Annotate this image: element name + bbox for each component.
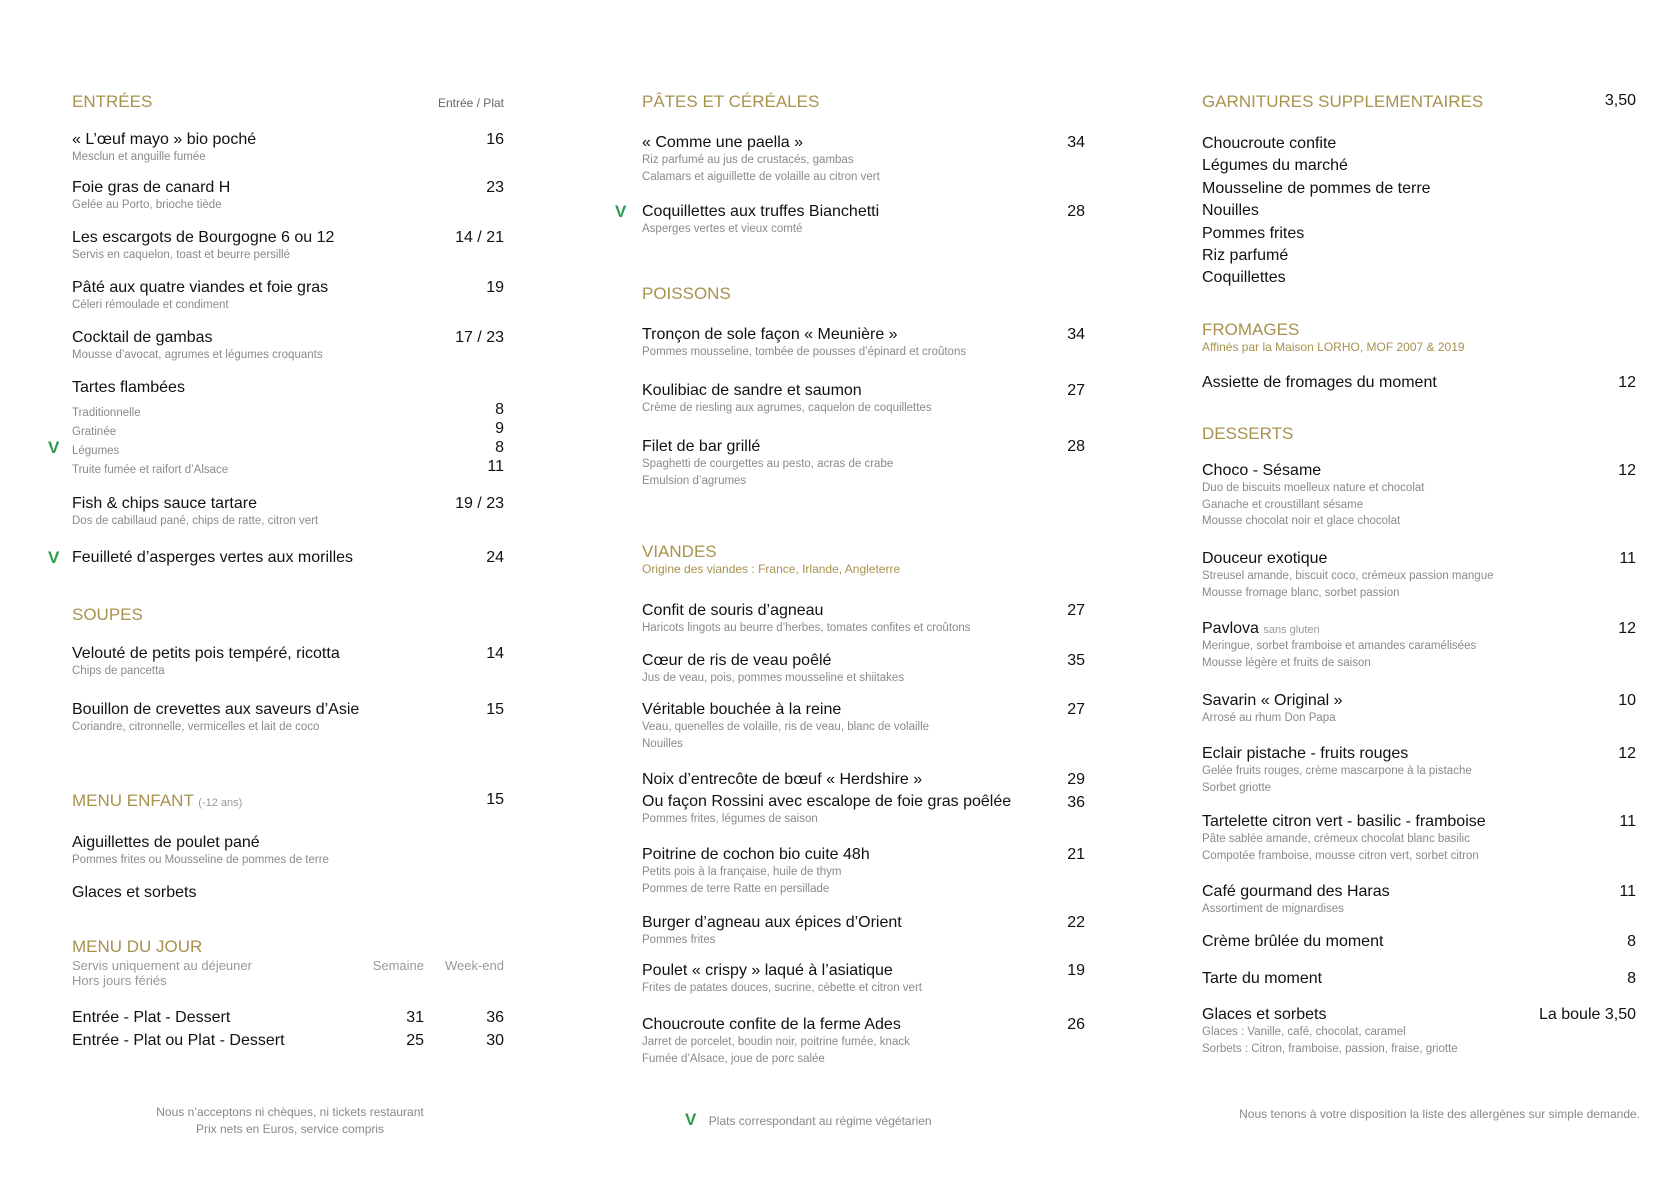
item-name: Choco - Sésame: [1202, 462, 1322, 479]
item-description: Duo de biscuits moelleux nature et chocolat: [1202, 482, 1425, 494]
item-price: 8: [1627, 970, 1636, 987]
item-price: 11: [1619, 813, 1636, 830]
item-name: Coquillettes aux truffes Bianchetti: [642, 203, 880, 220]
item-description: Crème de riesling aux agrumes, caquelon de coquillettes: [642, 402, 932, 414]
garniture-item: Mousseline de pommes de terre: [1202, 179, 1431, 197]
menu-item: [72, 701, 504, 736]
item-price: 12: [1618, 620, 1636, 637]
menu-item: [72, 179, 504, 214]
price-weekend: 36: [486, 1009, 504, 1026]
menu-item: [615, 202, 1085, 238]
garniture-item: Coquillettes: [1202, 269, 1286, 287]
menu-enfant-age: (-12 ans): [198, 797, 243, 809]
menu-item: [72, 229, 504, 264]
item-description: Asperges vertes et vieux comté: [642, 223, 803, 235]
item-description: Pommes frites, légumes de saison: [642, 813, 818, 825]
item-price: 27: [1067, 701, 1085, 718]
menu-item: [642, 134, 1085, 185]
formula-name: Entrée - Plat ou Plat - Dessert: [72, 1032, 285, 1049]
viandes-title: VIANDES: [642, 542, 717, 561]
garniture-item: Nouilles: [1202, 202, 1259, 220]
item-price: 11: [1619, 883, 1636, 900]
item-name: Café gourmand des Haras: [1202, 883, 1390, 900]
item-price: 28: [1067, 203, 1085, 220]
menu-du-jour-header: [72, 937, 504, 957]
payment-note: [100, 1104, 480, 1138]
item-name: Glaces et sorbets: [1202, 1006, 1327, 1023]
gluten-free-note: sans gluten: [1263, 624, 1320, 636]
menu-item: [1202, 1006, 1636, 1057]
item-price: 14 / 21: [455, 229, 504, 246]
menu-item: [642, 846, 1085, 897]
menu-item: [642, 962, 1085, 997]
item-description: Coriandre, citronnelle, vermicelles et lait de coco: [72, 721, 320, 733]
item-price: 12: [1618, 374, 1636, 391]
item-price: 23: [486, 179, 504, 196]
item-description: Emulsion d’agrumes: [642, 474, 747, 487]
garniture-item: Légumes du marché: [1202, 157, 1348, 175]
tarte-option: [72, 422, 504, 441]
menu-item: [642, 602, 1085, 637]
item-name: Tartes flambées: [72, 379, 185, 396]
menu-item: [1202, 550, 1636, 601]
garnitures-price: 3,50: [1604, 92, 1636, 109]
menu-item: [1202, 933, 1636, 951]
item-price: 14: [486, 645, 504, 662]
item-description: Chips de pancetta: [72, 665, 165, 677]
menu-item: [642, 438, 1085, 489]
menu-item: [1202, 374, 1636, 392]
item-description: Pommes mousseline, tombée de pousses d’épinard et croûtons: [642, 346, 967, 358]
item-description: Glaces : Vanille, café, chocolat, caramel: [1202, 1026, 1406, 1038]
item-name: Foie gras de canard H: [72, 179, 231, 196]
item-name: Feuilleté d’asperges vertes aux morilles: [72, 549, 354, 566]
option-price: 8: [495, 401, 504, 418]
item-name: Confit de souris d’agneau: [642, 602, 824, 619]
tarte-option: [72, 460, 504, 479]
item-description: Calamars et aiguillette de volaille au citron vert: [642, 170, 880, 183]
item-name: Poulet « crispy » laqué à l’asiatique: [642, 962, 893, 979]
item-description: Jarret de porcelet, boudin noir, poitrine fumée, knack: [642, 1036, 910, 1048]
price-note-line: Prix nets en Euros, service compris: [195, 1122, 385, 1136]
item-name: « L’œuf mayo » bio poché: [72, 131, 257, 148]
item-description: Compotée framboise, mousse citron vert, sorbet citron: [1202, 849, 1479, 862]
vegetarian-icon: V: [48, 438, 60, 457]
item-description: Sorbet griotte: [1202, 781, 1272, 794]
item-name: Tronçon de sole façon « Meunière »: [642, 326, 898, 343]
menu-du-jour-row: [72, 1009, 504, 1027]
menu-item: [72, 329, 504, 364]
fromages-title: FROMAGES: [1202, 320, 1300, 339]
tartes-flambees: [72, 379, 504, 397]
item-description: Dos de cabillaud pané, chips de ratte, citron vert: [72, 515, 319, 527]
item-price: 22: [1067, 914, 1085, 931]
menu-item: [642, 771, 1085, 828]
item-description: Haricots lingots au beurre d’herbes, tomates confites et croûtons: [642, 622, 971, 634]
item-price: 16: [486, 131, 504, 148]
item-price: 35: [1067, 652, 1085, 669]
garnitures-list: [1202, 133, 1636, 290]
item-price: 10: [1618, 692, 1636, 709]
item-price: 29: [1067, 771, 1085, 788]
garnitures-title: GARNITURES SUPPLEMENTAIRES: [1202, 92, 1484, 111]
item-price: La boule 3,50: [1539, 1006, 1636, 1023]
item-description: Mousse chocolat noir et glace chocolat: [1202, 515, 1401, 527]
entree-plat-hint: Entrée / Plat: [437, 96, 504, 110]
allergen-note: Nous tenons à votre disposition la liste des allergènes sur simple demande.: [1239, 1107, 1640, 1121]
garniture-item: Choucroute confite: [1202, 135, 1337, 152]
menu-item: [48, 548, 504, 567]
item-description: Pommes frites ou Mousseline de pommes de terre: [72, 854, 329, 866]
vegetarian-icon: V: [48, 548, 60, 567]
item-description: Mousse légère et fruits de saison: [1202, 656, 1371, 669]
item-name: Tarte du moment: [1202, 970, 1323, 987]
price-semaine: 25: [406, 1032, 424, 1049]
garniture-item: Pommes frites: [1202, 224, 1305, 242]
payment-note-line: Nous n’acceptons ni chèques, ni tickets restaurant: [156, 1105, 424, 1119]
menu-du-jour-sub: Hors jours fériés: [72, 973, 167, 988]
menu-item: [642, 326, 1085, 361]
item-description: Riz parfumé au jus de crustacés, gambas: [642, 154, 854, 166]
item-price: 12: [1618, 462, 1636, 479]
pates-header: [642, 92, 1085, 112]
item-price: 11: [1619, 550, 1636, 567]
item-price: 19: [486, 279, 504, 296]
item-name: Noix d’entrecôte de bœuf « Herdshire »: [642, 771, 923, 788]
menu-item: [642, 652, 1085, 687]
item-name: Koulibiac de sandre et saumon: [642, 382, 862, 399]
item-description: Spaghetti de courgettes au pesto, acras de crabe: [642, 458, 894, 470]
option-name: Légumes: [72, 445, 120, 457]
item-description: Arrosé au rhum Don Papa: [1202, 712, 1336, 724]
viandes-header: [642, 542, 1085, 576]
formula-name: Entrée - Plat - Dessert: [72, 1009, 231, 1026]
menu-item: [1202, 970, 1636, 988]
semaine-header: Semaine: [372, 958, 424, 973]
menu-enfant-title: MENU ENFANT: [72, 791, 194, 810]
vegetarian-legend: [685, 1110, 932, 1130]
item-price: 34: [1067, 326, 1085, 343]
soupes-title: SOUPES: [72, 605, 143, 624]
item-name: Pavlova: [1202, 620, 1259, 637]
item-description: Meringue, sorbet framboise et amandes caramélisées: [1202, 640, 1477, 652]
item-name: Choucroute confite de la ferme Ades: [642, 1016, 901, 1033]
item-description: Mousse fromage blanc, sorbet passion: [1202, 586, 1400, 599]
weekend-header: Week-end: [444, 958, 504, 973]
item-description: Mousse d’avocat, agrumes et légumes croquants: [72, 349, 323, 361]
item-name: Fish & chips sauce tartare: [72, 495, 257, 512]
item-price: 27: [1067, 382, 1085, 399]
item-description: Veau, quenelles de volaille, ris de veau, blanc de volaille: [642, 721, 930, 733]
pates-title: PÂTES ET CÉRÉALES: [642, 92, 820, 111]
item-price: 26: [1067, 1016, 1085, 1033]
poissons-title: POISSONS: [642, 284, 731, 303]
item-description: Servis en caquelon, toast et beurre persillé: [72, 249, 290, 261]
item-name: Assiette de fromages du moment: [1202, 374, 1437, 391]
menu-item: [642, 701, 1085, 752]
garnitures-header: [1202, 92, 1636, 112]
entrees-title: ENTRÉES: [72, 92, 153, 111]
menu-item: [1202, 620, 1636, 671]
menu-du-jour-info: [72, 958, 504, 988]
item-price: 24: [486, 549, 504, 566]
option-name: Gratinée: [72, 426, 117, 438]
item-price: 8: [1627, 933, 1636, 950]
menu-enfant-price: 15: [486, 791, 504, 808]
item-description: Assortiment de mignardises: [1202, 903, 1344, 915]
item-price: 19: [1067, 962, 1085, 979]
item-name: Poitrine de cochon bio cuite 48h: [642, 846, 870, 863]
vegetarian-legend-text: Plats correspondant au régime végétarien: [708, 1114, 932, 1128]
item-description: Petits pois à la française, huile de thym: [642, 866, 842, 878]
item-description: Frites de patates douces, sucrine, cébette et citron vert: [642, 982, 922, 994]
item-price: 27: [1067, 602, 1085, 619]
item-price: 15: [486, 701, 504, 718]
menu-item: [72, 884, 504, 902]
menu-item: [642, 914, 1085, 949]
item-name: Bouillon de crevettes aux saveurs d’Asie: [72, 701, 360, 718]
item-description: Sorbets : Citron, framboise, passion, fraise, griotte: [1202, 1042, 1458, 1055]
tarte-option: [48, 438, 504, 460]
item-name: Cocktail de gambas: [72, 329, 213, 346]
item-price: 19 / 23: [455, 495, 504, 512]
fromages-header: [1202, 320, 1636, 354]
desserts-title: DESSERTS: [1202, 424, 1294, 443]
menu-item: [642, 382, 1085, 417]
garniture-item: Riz parfumé: [1202, 247, 1289, 265]
item-price-variant: 36: [1067, 794, 1085, 811]
fromages-sub: Affinés par la Maison LORHO, MOF 2007 & 2019: [1202, 340, 1465, 354]
menu-enfant-header: [72, 791, 504, 811]
item-name: Velouté de petits pois tempéré, ricotta: [72, 645, 340, 662]
item-name: Crème brûlée du moment: [1202, 933, 1384, 950]
menu-du-jour-row: [72, 1032, 504, 1050]
item-name: « Comme une paella »: [642, 134, 803, 151]
menu-item: [1202, 813, 1636, 864]
item-description: Gelée fruits rouges, crème mascarpone à la pistache: [1202, 765, 1472, 777]
item-description: Ganache et croustillant sésame: [1202, 498, 1364, 511]
option-price: 9: [495, 420, 504, 437]
tarte-option: [72, 403, 504, 422]
menu-item: [72, 279, 504, 314]
item-description: Streusel amande, biscuit coco, crémeux passion mangue: [1202, 570, 1494, 582]
menu-item: [72, 645, 504, 680]
item-description: Nouilles: [642, 737, 683, 750]
price-weekend: 30: [486, 1032, 504, 1049]
item-name-variant: Ou façon Rossini avec escalope de foie gras poêlée: [642, 793, 1012, 810]
option-name: Traditionnelle: [72, 407, 141, 419]
option-price: 11: [487, 458, 504, 475]
item-name: Eclair pistache - fruits rouges: [1202, 745, 1409, 762]
viandes-origin: Origine des viandes : France, Irlande, Angleterre: [642, 562, 901, 576]
item-price: 34: [1067, 134, 1085, 151]
vegetarian-icon: V: [685, 1110, 697, 1129]
item-name: Tartelette citron vert - basilic - framboise: [1202, 813, 1486, 830]
price-semaine: 31: [406, 1009, 424, 1026]
item-description: Céleri rémoulade et condiment: [72, 299, 229, 311]
menu-item: [72, 834, 504, 869]
menu-du-jour-title: MENU DU JOUR: [72, 937, 203, 956]
item-name: Filet de bar grillé: [642, 438, 761, 455]
item-price: 21: [1067, 846, 1085, 863]
item-description: Gelée au Porto, brioche tiède: [72, 199, 222, 211]
entrees-header: [72, 92, 504, 112]
menu-item: [72, 495, 504, 530]
item-name: Cœur de ris de veau poêlé: [642, 652, 832, 669]
item-price: 28: [1067, 438, 1085, 455]
item-description: Jus de veau, pois, pommes mousseline et shiitakes: [642, 672, 905, 684]
item-description: Pommes frites: [642, 934, 716, 946]
menu-item: [1202, 462, 1636, 530]
vegetarian-icon: V: [615, 202, 627, 221]
item-description: Fumée d’Alsace, joue de porc salée: [642, 1052, 825, 1065]
menu-item: [1202, 745, 1636, 796]
menu-du-jour-sub: Servis uniquement au déjeuner: [72, 958, 252, 973]
item-name: Véritable bouchée à la reine: [642, 701, 842, 718]
item-name: Douceur exotique: [1202, 550, 1328, 567]
item-description: Pommes de terre Ratte en persillade: [642, 882, 830, 895]
item-name: Pâté aux quatre viandes et foie gras: [72, 279, 329, 296]
menu-item: [1202, 692, 1636, 727]
poissons-header: [642, 284, 1085, 304]
menu-item: [72, 131, 504, 166]
option-name: Truite fumée et raifort d’Alsace: [72, 464, 229, 476]
item-description: Pâte sablée amande, crémeux chocolat blanc basilic: [1202, 833, 1470, 845]
menu-item: [1202, 883, 1636, 918]
item-description: Mesclun et anguille fumée: [72, 151, 206, 163]
item-name: Aiguillettes de poulet pané: [72, 834, 260, 851]
soupes-header: [72, 605, 504, 625]
item-name: Glaces et sorbets: [72, 884, 197, 901]
desserts-header: [1202, 424, 1636, 444]
item-name: Savarin « Original »: [1202, 692, 1343, 709]
item-price: 17 / 23: [455, 329, 504, 346]
item-name: Les escargots de Bourgogne 6 ou 12: [72, 229, 335, 246]
item-price: 12: [1618, 745, 1636, 762]
option-price: 8: [495, 439, 504, 456]
menu-item: [642, 1016, 1085, 1067]
item-name: Burger d’agneau aux épices d’Orient: [642, 914, 902, 931]
